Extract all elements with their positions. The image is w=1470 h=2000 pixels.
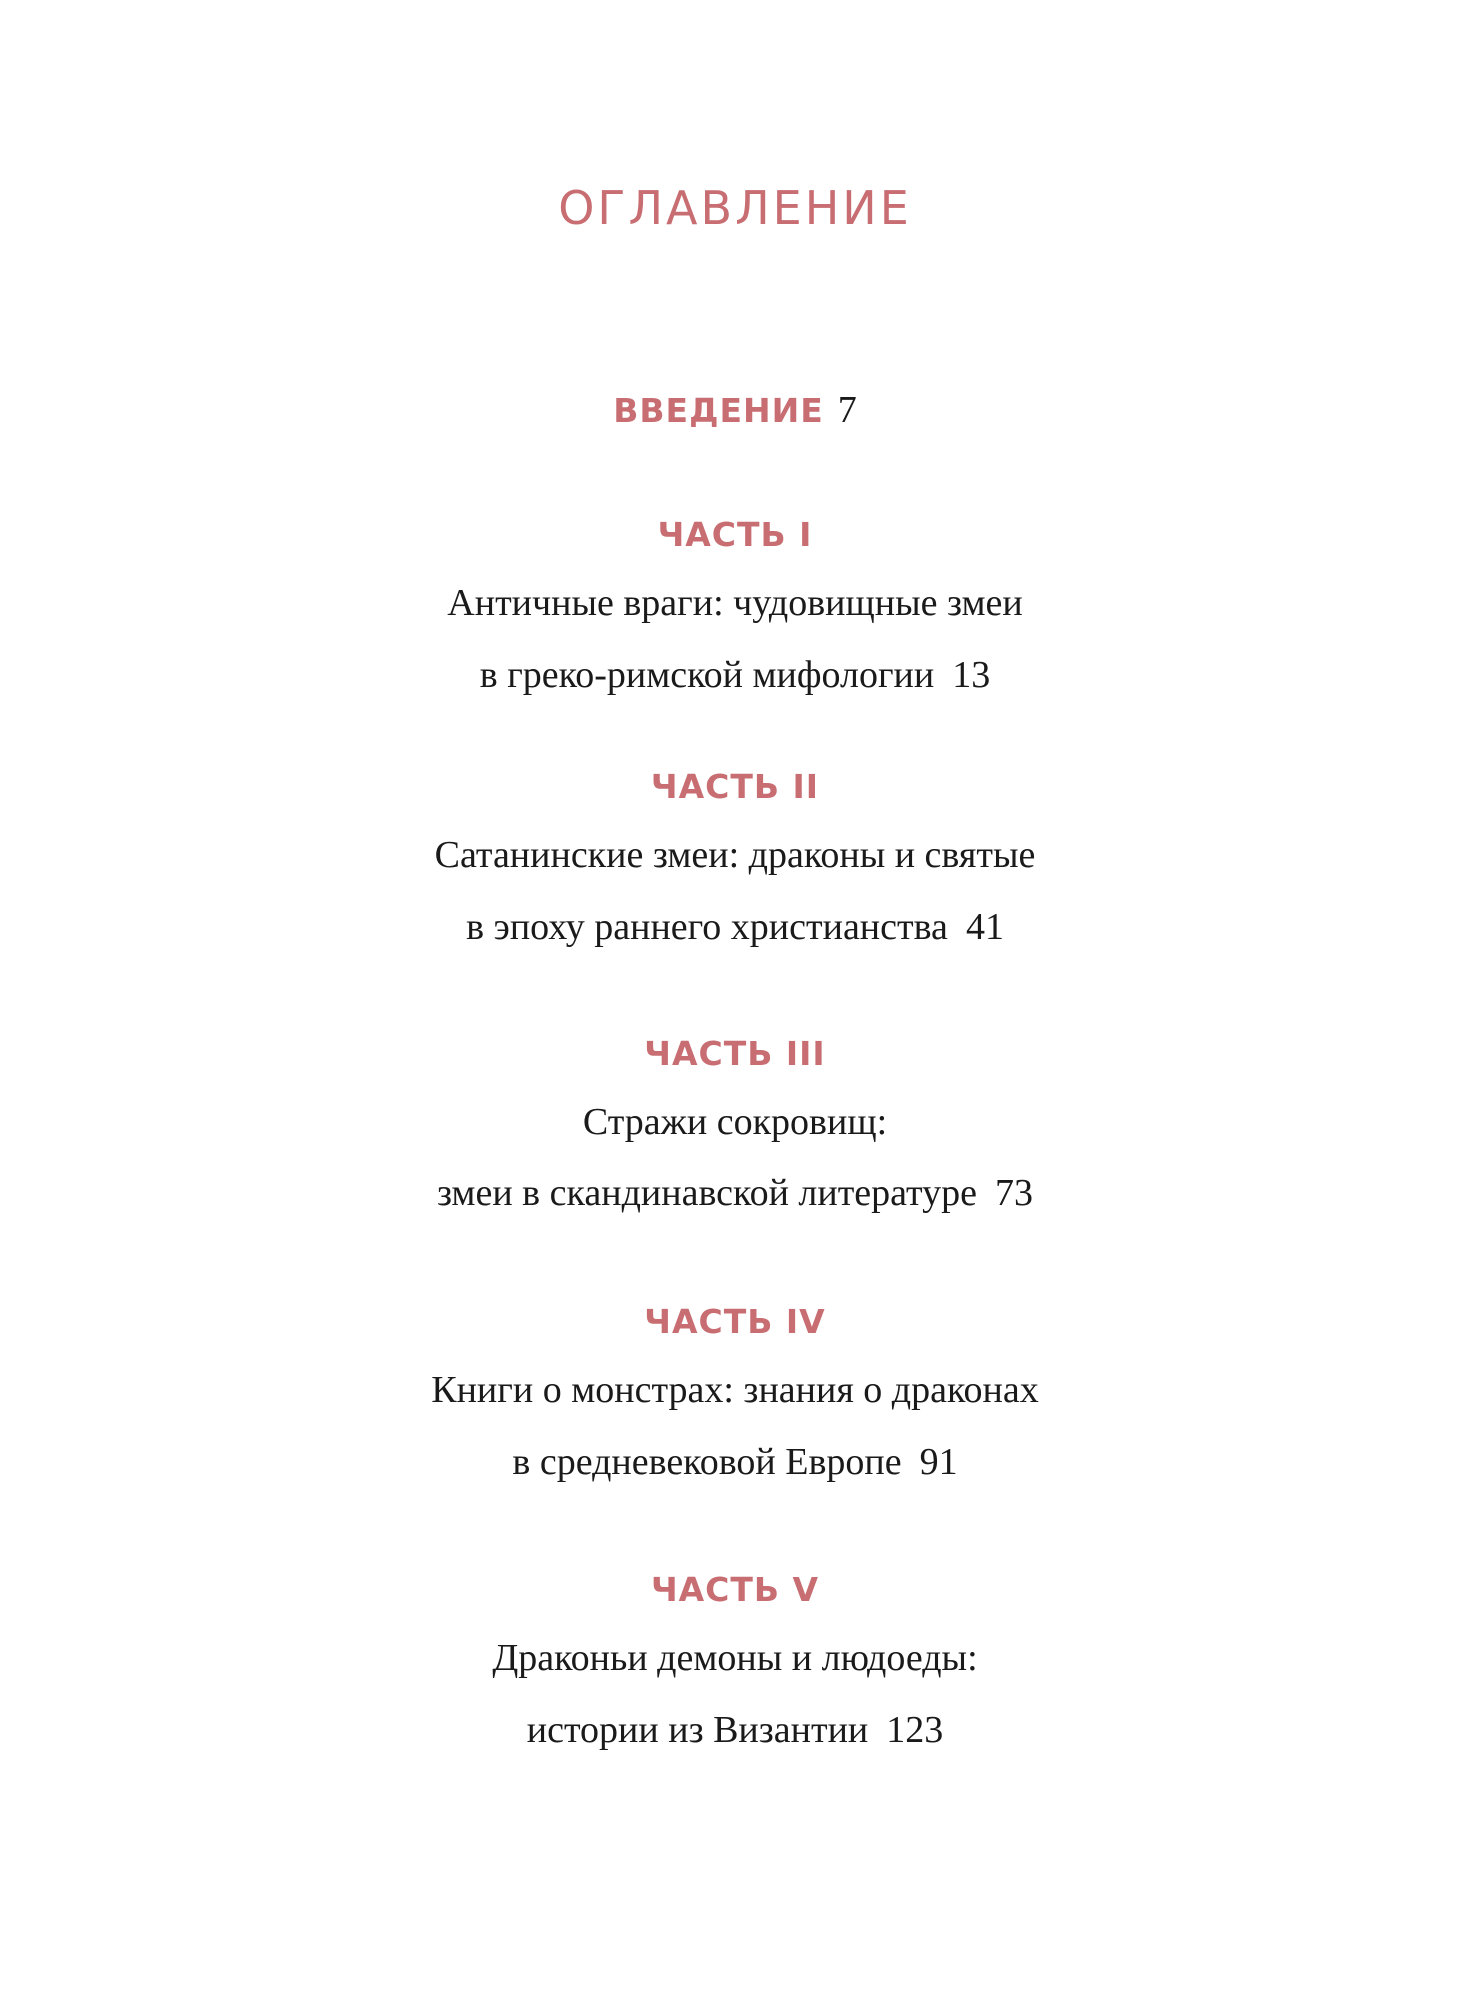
part-1-title-line2[interactable] [0, 650, 1470, 700]
part-3-title-line2-text: змеи в скандинавской литературе [436, 1172, 978, 1214]
part-4-page-number: 91 [919, 1441, 958, 1483]
part-4-title-line2-text: в средневековой Европе [512, 1441, 902, 1483]
part-5-page-number: 123 [886, 1709, 944, 1751]
part-5-title-line1[interactable]: Драконьи демоны и людоеды: [492, 1637, 978, 1679]
part-4-label: ЧАСТЬ IV [644, 1302, 826, 1341]
part-4-title-line2[interactable] [0, 1437, 1470, 1487]
part-5-title-line2[interactable] [0, 1705, 1470, 1755]
part-1-title-line2-text: в греко-римской мифологии [479, 654, 935, 696]
part-5-label: ЧАСТЬ V [650, 1570, 820, 1609]
intro-label: ВВЕДЕНИЕ [613, 391, 824, 430]
toc-entry-intro[interactable] [0, 388, 1470, 433]
part-2-title-line2-text: в эпоху раннего христианства [466, 906, 948, 948]
part-1-page-number: 13 [952, 654, 991, 696]
part-3-title-line1[interactable]: Стражи сокровищ: [582, 1101, 888, 1143]
part-3-label: ЧАСТЬ III [644, 1034, 826, 1073]
part-3-page-number: 73 [995, 1172, 1034, 1214]
toc-title: ОГЛАВЛЕНИЕ [558, 181, 912, 235]
part-4-title-line1[interactable]: Книги о монстрах: знания о драконах [431, 1369, 1039, 1411]
part-2-page-number: 41 [965, 906, 1004, 948]
part-1-title-line1[interactable]: Античные враги: чудовищные змеи [447, 582, 1023, 624]
intro-page-number: 7 [837, 389, 857, 431]
part-2-title-line2[interactable] [0, 902, 1470, 952]
part-2-label: ЧАСТЬ II [650, 767, 820, 806]
part-3-title-line2[interactable] [0, 1168, 1470, 1218]
part-2-title-line1[interactable]: Сатанинские змеи: драконы и святые [434, 834, 1036, 876]
part-5-title-line2-text: истории из Византии [526, 1709, 869, 1751]
part-1-label: ЧАСТЬ I [657, 515, 813, 554]
